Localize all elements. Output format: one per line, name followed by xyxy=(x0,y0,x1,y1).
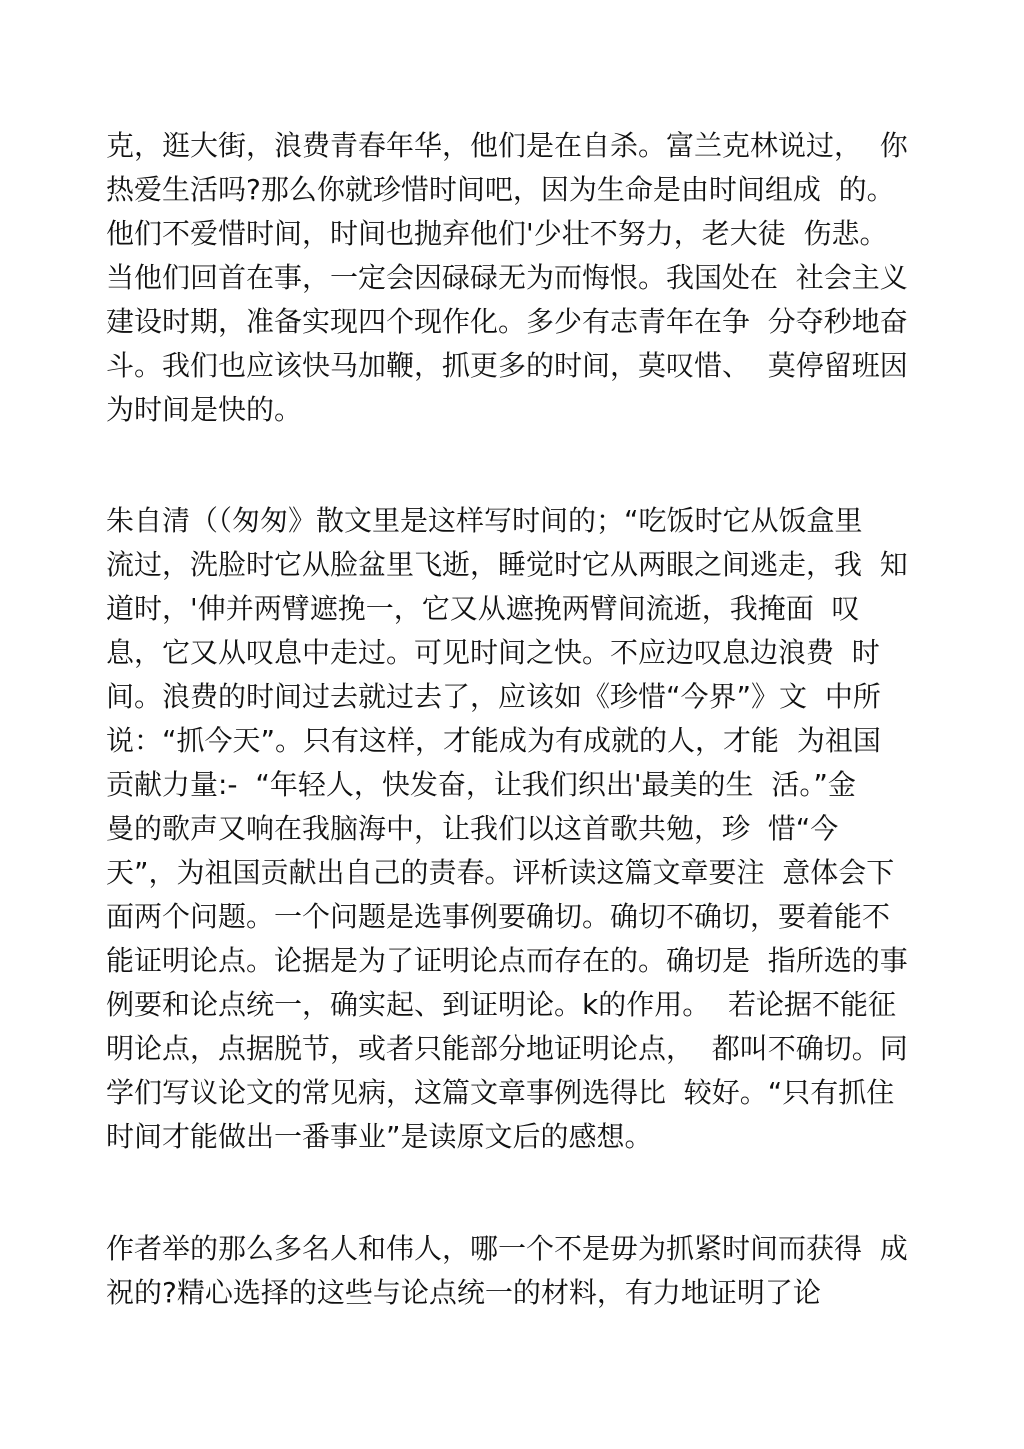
text-line: 例要和论点统一，确实起、到证明论。k的作用。 若论据不能征 xyxy=(106,988,897,1021)
text-line: 作者举的那么多名人和伟人，哪一个不是毋为抓紧时间而获得 成 xyxy=(106,1232,908,1265)
text-line: 热爱生活吗?那么你就珍惜时间吧，因为生命是由时间组成 的。 xyxy=(106,173,895,206)
paragraph-1 xyxy=(106,124,936,432)
text-line: 流过，洗脸时它从脸盆里飞逝，睡觉时它从两眼之间逃走，我 知 xyxy=(106,548,908,581)
text-line: 斗。我们也应该快马加鞭，抓更多的时间，莫叹惜、 莫停留班因 xyxy=(106,349,908,382)
text-line: 贡献力量:- “年轻人，快发奋，让我们织出'最美的生 活。”金 xyxy=(106,768,856,801)
paragraph-2 xyxy=(106,499,936,1159)
text-line: 道时，'伸并两臂遮挽一，它又从遮挽两臂间流逝，我掩面 叹 xyxy=(106,592,860,625)
text-line: 克，逛大街，浪费青春年华，他们是在自杀。富兰克林说过， 你 xyxy=(106,129,908,162)
paragraph-3 xyxy=(106,1227,936,1315)
text-line: 学们写议论文的常见病，这篇文章事例选得比 较好。“只有抓住 xyxy=(106,1076,895,1109)
text-line: 朱自清（（匆匆》散文里是这样写时间的；“吃饭时它从饭盒里 xyxy=(106,504,863,537)
text-line: 说：“抓今天”。只有这样，才能成为有成就的人，才能 为祖国 xyxy=(106,724,881,757)
text-line: 息，它又从叹息中走过。可见时间之快。不应边叹息边浪费 时 xyxy=(106,636,880,669)
text-line: 当他们回首在事，一定会因碌碌无为而悔恨。我国处在 社会主义 xyxy=(106,261,908,294)
text-line: 为时间是快的。 xyxy=(106,393,303,426)
text-line: 时间才能做出一番事业”是读原文后的感想。 xyxy=(106,1120,653,1153)
text-line: 曼的歌声又响在我脑海中，让我们以这首歌共勉，珍 惜“今 xyxy=(106,812,839,845)
text-line: 明论点，点据脱节，或者只能部分地证明论点， 都叫不确切。同 xyxy=(106,1032,908,1065)
text-line: 面两个问题。一个问题是选事例要确切。确切不确切，要着能不 xyxy=(106,900,891,933)
text-line: 间。浪费的时间过去就过去了，应该如《珍惜“今界”》文 中所 xyxy=(106,680,881,713)
text-line: 建设时期，准备实现四个现作化。多少有志青年在争 分夺秒地奋 xyxy=(106,305,908,338)
text-line: 他们不爱惜时间，时间也抛弃他们'少壮不努力，老大徒 伤悲。 xyxy=(106,217,888,250)
text-line: 天”，为祖国贡献出自己的责春。评析读这篇文章要注 意体会下 xyxy=(106,856,895,889)
text-line: 祝的?精心选择的这些与论点统一的材料，有力地证明了论 xyxy=(106,1276,821,1309)
text-line: 能证明论点。论据是为了证明论点而存在的。确切是 指所选的事 xyxy=(106,944,908,977)
